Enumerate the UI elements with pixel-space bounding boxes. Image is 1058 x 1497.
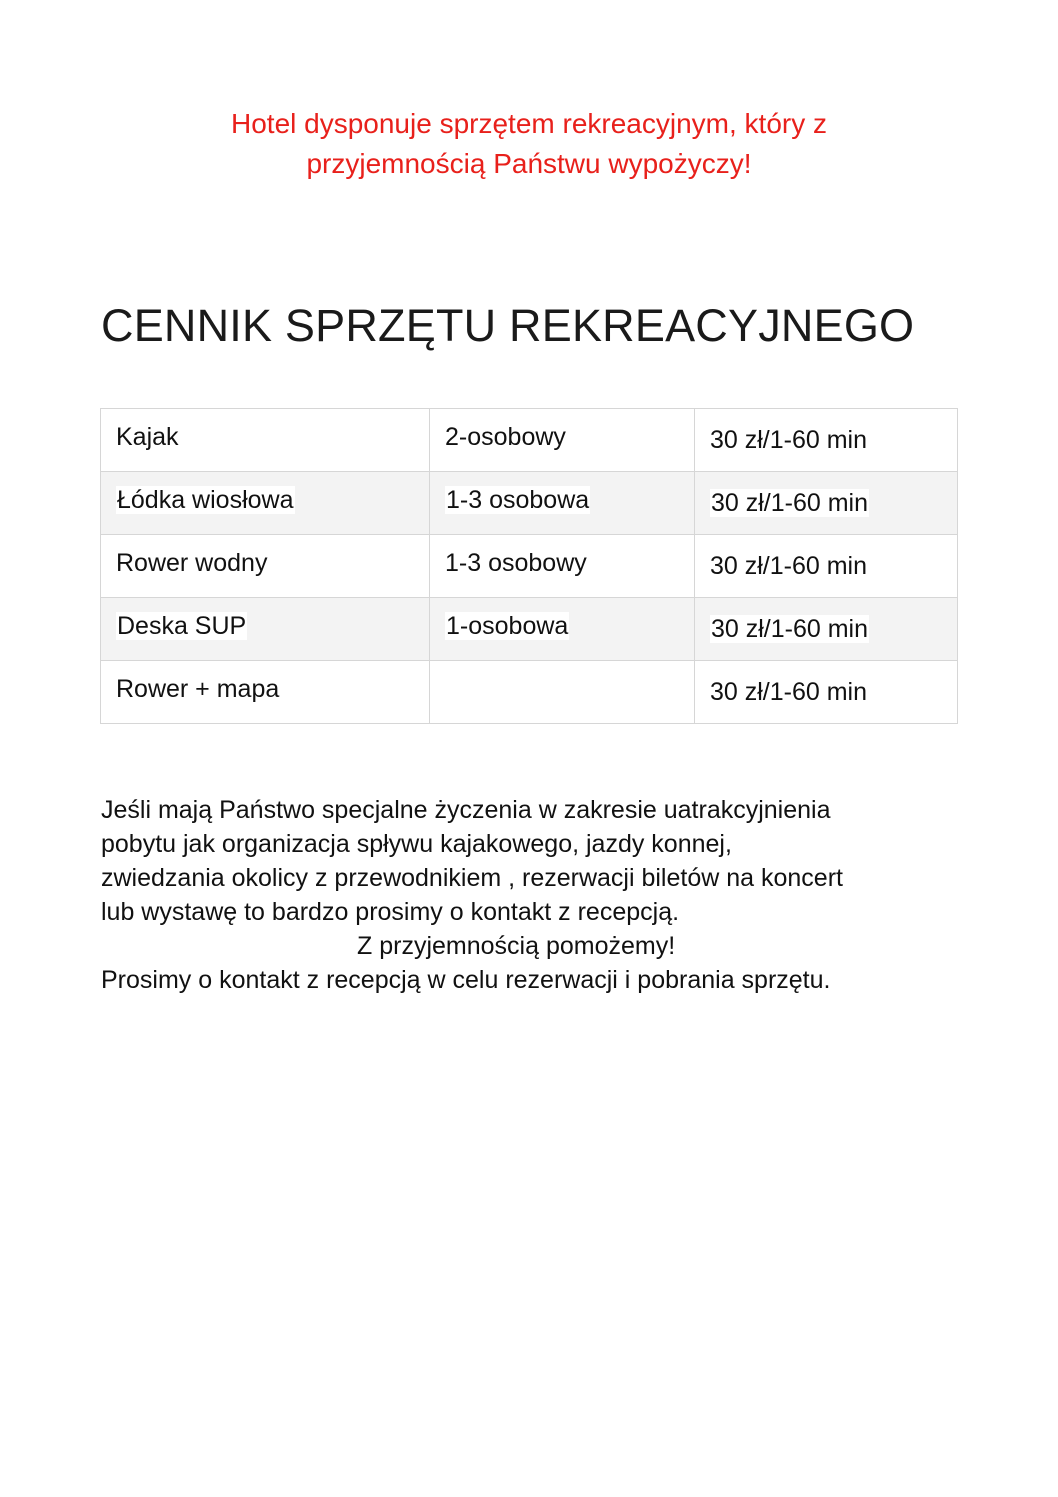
table-cell-capacity <box>430 409 695 472</box>
table-cell-capacity <box>430 661 695 724</box>
item-capacity: 1-osobowa <box>446 611 569 640</box>
table-row <box>101 535 958 598</box>
item-capacity: 1-3 osobowa <box>446 485 590 514</box>
table-cell-item <box>101 598 430 661</box>
notes-line: zwiedzania okolicy z przewodnikiem , rezerwacji biletów na koncert <box>101 864 843 892</box>
table-cell-price <box>695 661 958 724</box>
table-cell-price <box>695 472 958 535</box>
table-cell-price <box>695 598 958 661</box>
table-row <box>101 409 958 472</box>
notes-closing-line: Z przyjemnością pomożemy! <box>357 932 676 960</box>
table-cell-price <box>695 409 958 472</box>
table-row <box>101 598 958 661</box>
table-cell-item <box>101 535 430 598</box>
notes-contact-line: Prosimy o kontakt z recepcją w celu rezerwacji i pobrania sprzętu. <box>101 966 831 994</box>
price-table <box>100 408 958 724</box>
table-cell-capacity <box>430 535 695 598</box>
intro-line-1: Hotel dysponuje sprzętem rekreacyjnym, który z <box>231 108 827 139</box>
item-capacity: 1-3 osobowy <box>445 548 587 577</box>
item-price: 30 zł/1-60 min <box>711 614 869 643</box>
item-name: Łódka wiosłowa <box>117 485 294 514</box>
intro-line-2: przyjemnością Państwu wypożyczy! <box>306 148 752 179</box>
table-row <box>101 472 958 535</box>
item-name: Rower + mapa <box>116 674 280 703</box>
table-cell-item <box>101 661 430 724</box>
table-cell-capacity <box>430 598 695 661</box>
intro-text <box>0 104 1058 184</box>
table-cell-item <box>101 472 430 535</box>
page-title: CENNIK SPRZĘTU REKREACYJNEGO <box>101 300 915 351</box>
notes-line: Jeśli mają Państwo specjalne życzenia w zakresie uatrakcyjnienia <box>101 796 831 824</box>
notes-paragraph <box>101 793 981 997</box>
table-cell-capacity <box>430 472 695 535</box>
item-name: Deska SUP <box>117 611 247 640</box>
notes-line: lub wystawę to bardzo prosimy o kontakt z recepcją. <box>101 898 680 926</box>
item-name: Rower wodny <box>116 548 268 577</box>
item-price: 30 zł/1-60 min <box>710 677 868 706</box>
item-price: 30 zł/1-60 min <box>710 425 868 454</box>
table-cell-price <box>695 535 958 598</box>
item-price: 30 zł/1-60 min <box>710 551 868 580</box>
item-capacity: 2-osobowy <box>445 422 566 451</box>
item-price: 30 zł/1-60 min <box>711 488 869 517</box>
item-name: Kajak <box>116 422 179 451</box>
table-row <box>101 661 958 724</box>
table-cell-item <box>101 409 430 472</box>
notes-line: pobytu jak organizacja spływu kajakowego, jazdy konnej, <box>101 830 732 858</box>
